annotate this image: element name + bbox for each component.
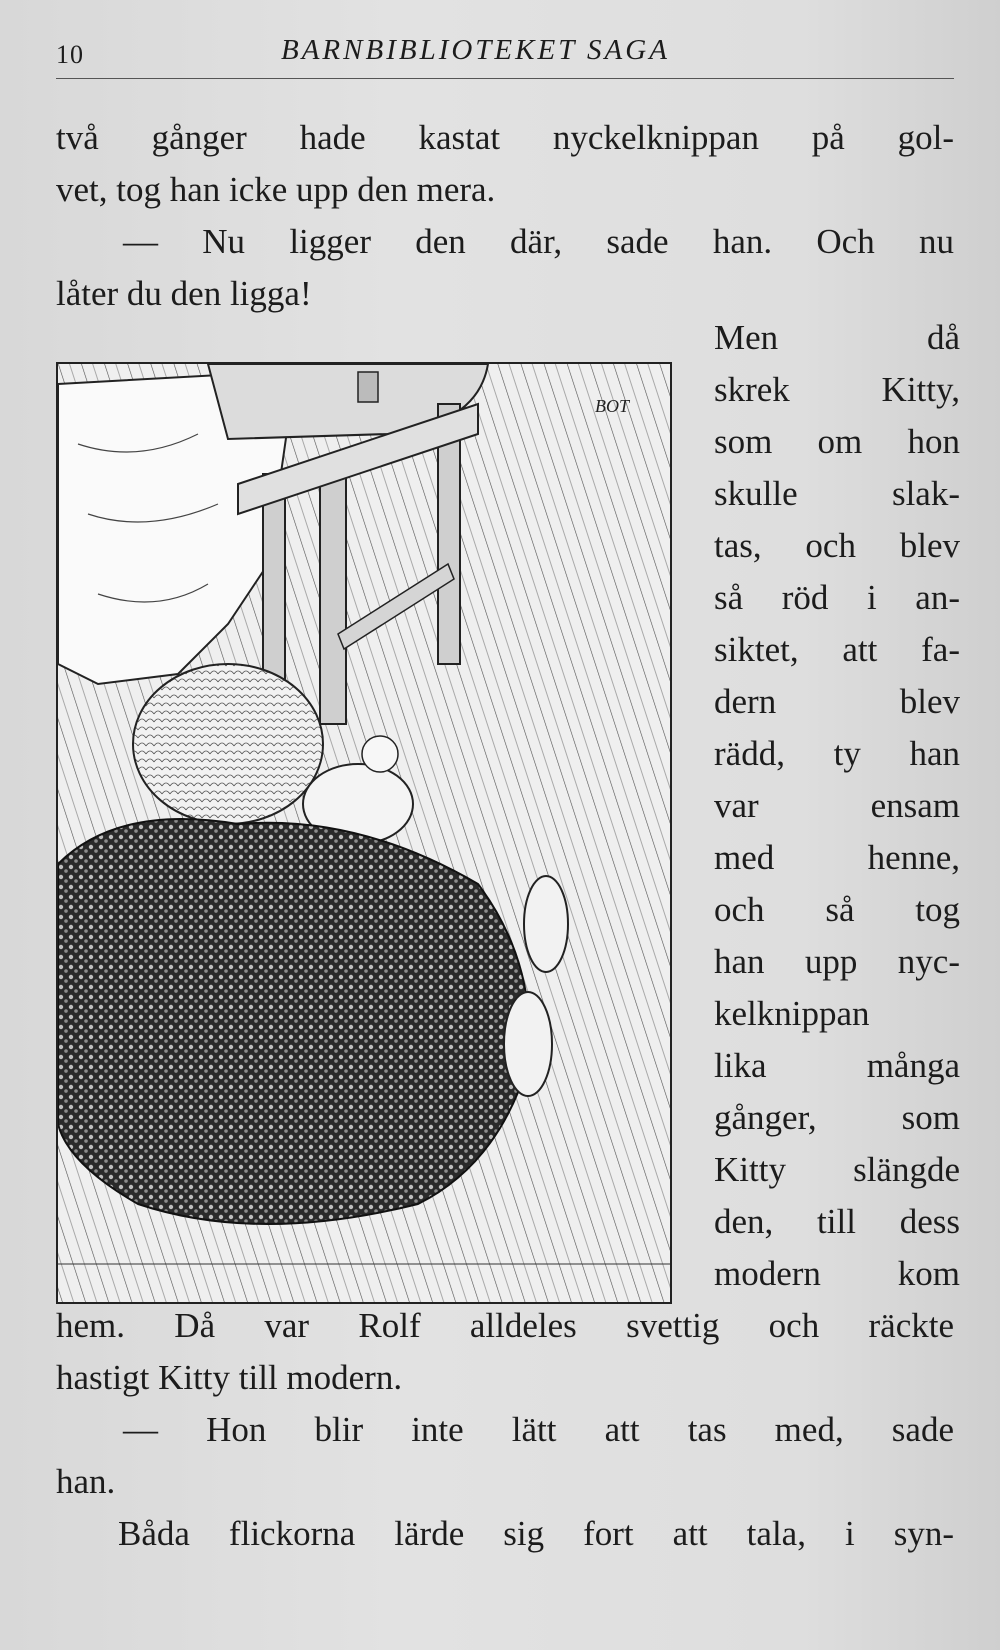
text-line: modern kom [714,1254,960,1293]
text-line: var ensam [714,786,960,825]
text-line: — Hon blir inte lätt att tas med, sade [123,1410,954,1449]
text-line: så röd i an- [714,578,960,617]
text-line: siktet, att fa- [714,630,960,669]
text-line: skulle slak- [714,474,960,513]
illustrator-signature: BOT [595,396,630,416]
text-line: den, till dess [714,1202,960,1241]
illustration [56,362,672,1304]
text-line: hem. Då var Rolf alldeles svettig och räckte [56,1306,954,1345]
text-line: kelknippan [714,994,870,1033]
text-line: skrek Kitty, [714,370,960,409]
text-line: rädd, ty han [714,734,960,773]
text-line: två gånger hade kastat nyckelknippan på gol- [56,118,954,157]
text-line: — Nu ligger den där, sade han. Och nu [123,222,954,261]
text-line: vet, tog han icke upp den mera. [56,170,496,209]
text-line: tas, och blev [714,526,960,565]
text-line: som om hon [714,422,960,461]
text-line: och så tog [714,890,960,929]
running-title: BARNBIBLIOTEKET SAGA [281,34,670,66]
text-line: hastigt Kitty till modern. [56,1358,403,1397]
text-line: han. [56,1462,116,1501]
text-line: lika många [714,1046,960,1085]
text-line: dern blev [714,682,960,721]
running-head [56,28,954,79]
page-number: 10 [56,40,84,69]
text-line: med henne, [714,838,960,877]
text-line: Men då [714,318,960,357]
text-line: Kitty slängde [714,1150,960,1189]
illustration-drawing [58,364,670,1302]
text-line: Båda flickorna lärde sig fort att tala, i syn- [118,1514,954,1553]
text-line: gånger, som [714,1098,960,1137]
text-line: han upp nyc- [714,942,960,981]
text-line: låter du den ligga! [56,274,312,313]
